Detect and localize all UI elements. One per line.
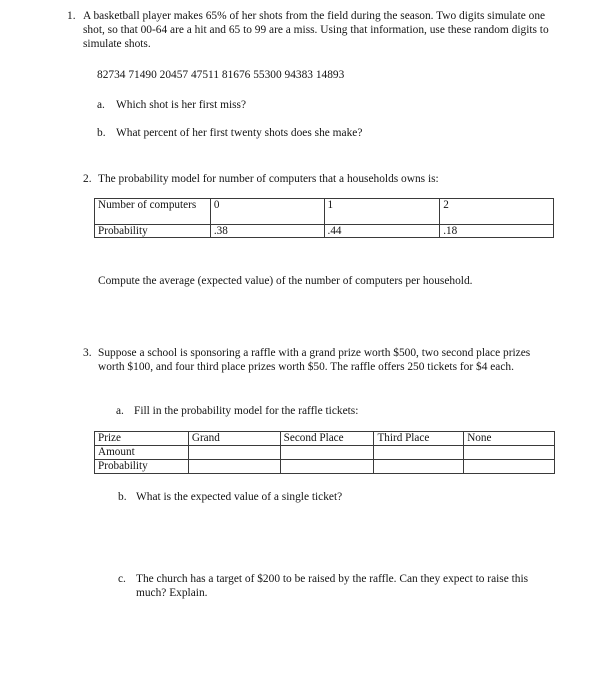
q3-part-a-text: Fill in the probability model for the raffle tickets: [134,405,359,417]
q2-text: The probability model for number of computers that a households owns is: [98,173,439,185]
q1-part-b-label: b. [97,127,106,139]
q3-part-a-label: a. [116,405,124,417]
table-cell: .44 [324,225,440,238]
probability-row-label: Probability [95,460,189,474]
table-row [95,225,554,238]
table-cell: .38 [210,225,324,238]
number-of-computers-header: Number of computers [95,199,211,225]
blank-cell[interactable] [374,446,464,460]
q3-text: Suppose a school is sponsoring a raffle with a grand prize worth $500, two second place prizes worth $100, and four third place prizes worth $50. The raffle offers 250 tickets for $4 each. [98,347,531,374]
table-cell: 2 [440,199,554,225]
none-header: None [464,432,555,446]
blank-cell[interactable] [280,446,374,460]
third-place-header: Third Place [374,432,464,446]
blank-cell[interactable] [374,460,464,474]
q3-number: 3. [83,347,92,359]
blank-cell[interactable] [280,460,374,474]
table-row [95,199,554,225]
raffle-probability-table [94,431,555,474]
q3-part-b-label: b. [118,491,127,503]
table-row [95,446,555,460]
computers-probability-table [94,198,554,238]
q2-number: 2. [83,173,92,185]
q1-number: 1. [67,10,76,22]
table-row [95,460,555,474]
q2-prompt: Compute the average (expected value) of the number of computers per household. [98,275,473,287]
q1-random-digits: 82734 71490 20457 47511 81676 55300 94383 14893 [97,69,345,81]
prize-header: Prize [95,432,189,446]
table-row [95,432,555,446]
q3-part-c-text: The church has a target of $200 to be raised by the raffle. Can they expect to raise this much? Explain. [136,573,529,600]
table-cell: 1 [324,199,440,225]
table-cell: .18 [440,225,554,238]
q3-part-b-text: What is the expected value of a single ticket? [136,491,343,503]
q1-part-a-label: a. [97,99,105,111]
q1-text: A basketball player makes 65% of her shots from the field during the season. Two digits simulate one shot, so that 00-64 are a hit and 65 to 99 are a miss. Using that information, use these random digits to simulate shots. [83,10,549,51]
second-place-header: Second Place [280,432,374,446]
probability-header: Probability [95,225,211,238]
blank-cell[interactable] [188,460,280,474]
blank-cell[interactable] [464,460,555,474]
table-cell: 0 [210,199,324,225]
amount-row-label: Amount [95,446,189,460]
q3-part-c-label: c. [118,573,126,585]
q1-part-b-text: What percent of her first twenty shots does she make? [116,127,363,139]
blank-cell[interactable] [464,446,555,460]
grand-header: Grand [188,432,280,446]
blank-cell[interactable] [188,446,280,460]
q1-part-a-text: Which shot is her first miss? [116,99,247,111]
